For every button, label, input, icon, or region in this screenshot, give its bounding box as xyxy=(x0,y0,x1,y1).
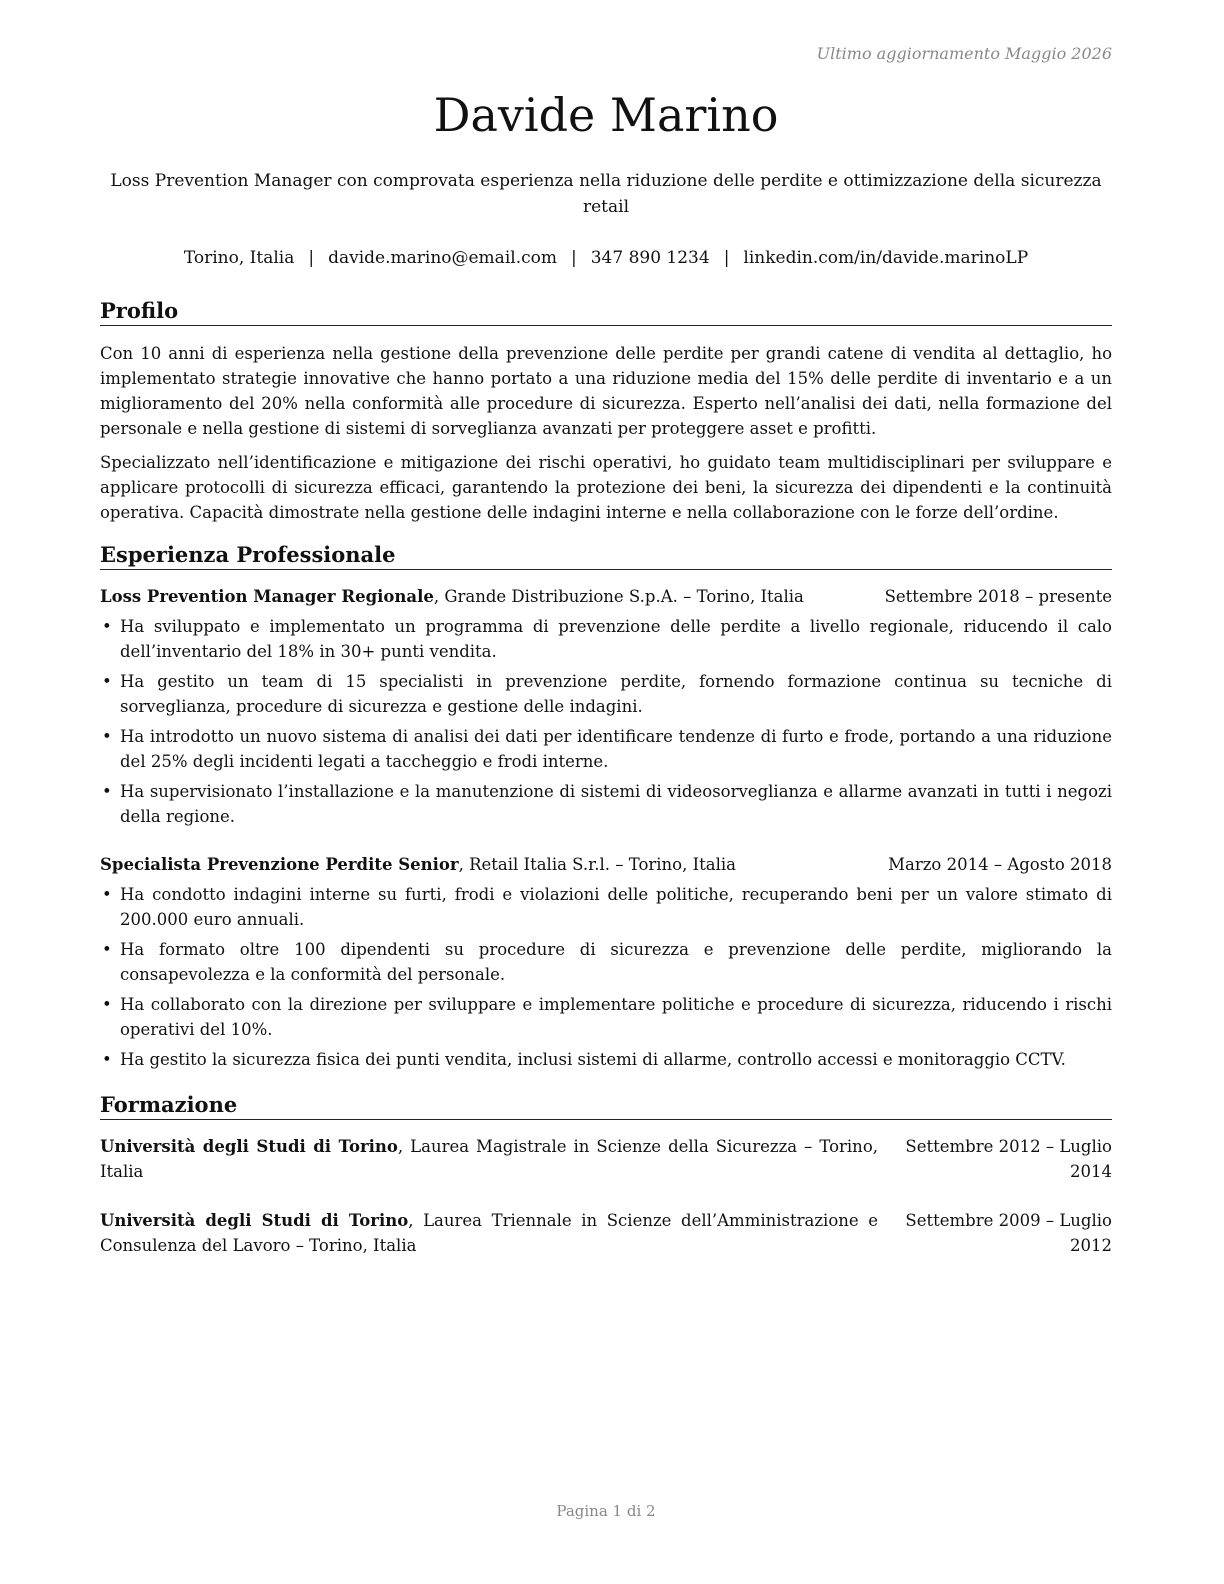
contact-separator: | xyxy=(723,248,730,268)
job-company: , Retail Italia S.r.l. – Torino, Italia xyxy=(458,855,736,874)
education-dates: Settembre 2009 – Luglio 2012 xyxy=(905,1211,1112,1255)
contact-linkedin[interactable]: linkedin.com/in/davide.marinoLP xyxy=(743,248,1029,268)
job-dates: Marzo 2014 – Agosto 2018 xyxy=(888,855,1112,874)
contact-phone: 347 890 1234 xyxy=(590,248,710,268)
contact-separator: | xyxy=(570,248,577,268)
contact-location: Torino, Italia xyxy=(183,248,295,268)
job-dates: Settembre 2018 – presente xyxy=(884,587,1112,606)
list-item: • Ha introdotto un nuovo sistema di analisi dei dati per identificare tendenze di furto e frode, portando a una riduzione del 25% degli incidenti legati a taccheggio e frodi interne. xyxy=(100,724,1112,774)
education-item xyxy=(100,1134,1112,1184)
profile-paragraph: Con 10 anni di esperienza nella gestione della prevenzione delle perdite per grandi catene di vendita al dettaglio, ho implementato strategie innovative che hanno portato a una riduzione media del 15% delle perdite di inventario e a un miglioramento del 20% nella conformità alle procedure di sicurezza. Esperto nell’analisi dei dati, nella formazione del personale e nella gestione di sistemi di sorveglianza avanzati per proteggere asset e profitti. xyxy=(100,344,1112,438)
contact-email[interactable]: davide.marino@email.com xyxy=(328,248,557,268)
education-school: Università degli Studi di Torino xyxy=(100,1211,409,1230)
job-title-line xyxy=(100,584,804,609)
list-item: • Ha gestito un team di 15 specialisti in prevenzione perdite, fornendo formazione continua su tecniche di sorveglianza, procedure di sicurezza e gestione delle indagini. xyxy=(100,669,1112,719)
contact-line xyxy=(100,246,1112,270)
education-degree-line xyxy=(100,1134,878,1184)
education-degree-line xyxy=(100,1208,878,1258)
section-title-profile: Profilo xyxy=(100,297,1112,326)
section-title-experience: Esperienza Professionale xyxy=(100,541,1112,570)
education-school: Università degli Studi di Torino xyxy=(100,1137,398,1156)
last-updated: Ultimo aggiornamento Maggio 2026 xyxy=(816,44,1112,63)
education-degree: , Laurea Magistrale in Scienze della Sicurezza – Torino, Italia xyxy=(100,1137,878,1181)
job-title-line xyxy=(100,852,736,877)
list-item: • Ha gestito la sicurezza fisica dei punti vendita, inclusi sistemi di allarme, controllo accessi e monitoraggio CCTV. xyxy=(100,1047,1112,1072)
education-degree: , Laurea Triennale in Scienze dell’Amministrazione e Consulenza del Lavoro – Torino, Italia xyxy=(100,1211,878,1255)
resume-page xyxy=(100,0,1112,1584)
job-role: Loss Prevention Manager Regionale xyxy=(100,587,434,606)
list-item: • Ha supervisionato l’installazione e la manutenzione di sistemi di videosorveglianza e allarme avanzati in tutti i negozi della regione. xyxy=(100,779,1112,829)
section-title-education: Formazione xyxy=(100,1091,1112,1120)
education-item xyxy=(100,1208,1112,1258)
job-company: , Grande Distribuzione S.p.A. – Torino, Italia xyxy=(433,587,804,606)
list-item: • Ha sviluppato e implementato un programma di prevenzione delle perdite a livello regionale, riducendo il calo dell’inventario del 18% in 30+ punti vendita. xyxy=(100,614,1112,664)
page-number: Pagina 1 di 2 xyxy=(556,1502,656,1520)
list-item: • Ha condotto indagini interne su furti, frodi e violazioni delle politiche, recuperando beni per un valore stimato di 200.000 euro annuali. xyxy=(100,882,1112,932)
list-item: • Ha formato oltre 100 dipendenti su procedure di sicurezza e prevenzione delle perdite, migliorando la consapevolezza e la conformità del personale. xyxy=(100,937,1112,987)
profile-paragraph: Specializzato nell’identificazione e mitigazione dei rischi operativi, ho guidato team multidisciplinari per sviluppare e applicare protocolli di sicurezza efficaci, garantendo la protezione dei beni, la sicurezza dei dipendenti e la continuità operativa. Capacità dimostrate nella gestione delle indagini interne e nella collaborazione con le forze dell’ordine. xyxy=(100,453,1112,522)
tagline: Loss Prevention Manager con comprovata esperienza nella riduzione delle perdite e ottimizzazione della sicurezza retail xyxy=(110,171,1102,217)
job-header xyxy=(100,852,1112,877)
job-bullets xyxy=(100,614,1112,834)
list-item: • Ha collaborato con la direzione per sviluppare e implementare politiche e procedure di sicurezza, riducendo i rischi operativi del 10%. xyxy=(100,992,1112,1042)
job-role: Specialista Prevenzione Perdite Senior xyxy=(100,855,459,874)
candidate-name: Davide Marino xyxy=(433,88,779,142)
job-header xyxy=(100,584,1112,609)
contact-separator: | xyxy=(308,248,315,268)
job-bullets xyxy=(100,882,1112,1077)
education-dates: Settembre 2012 – Luglio 2014 xyxy=(905,1137,1112,1181)
